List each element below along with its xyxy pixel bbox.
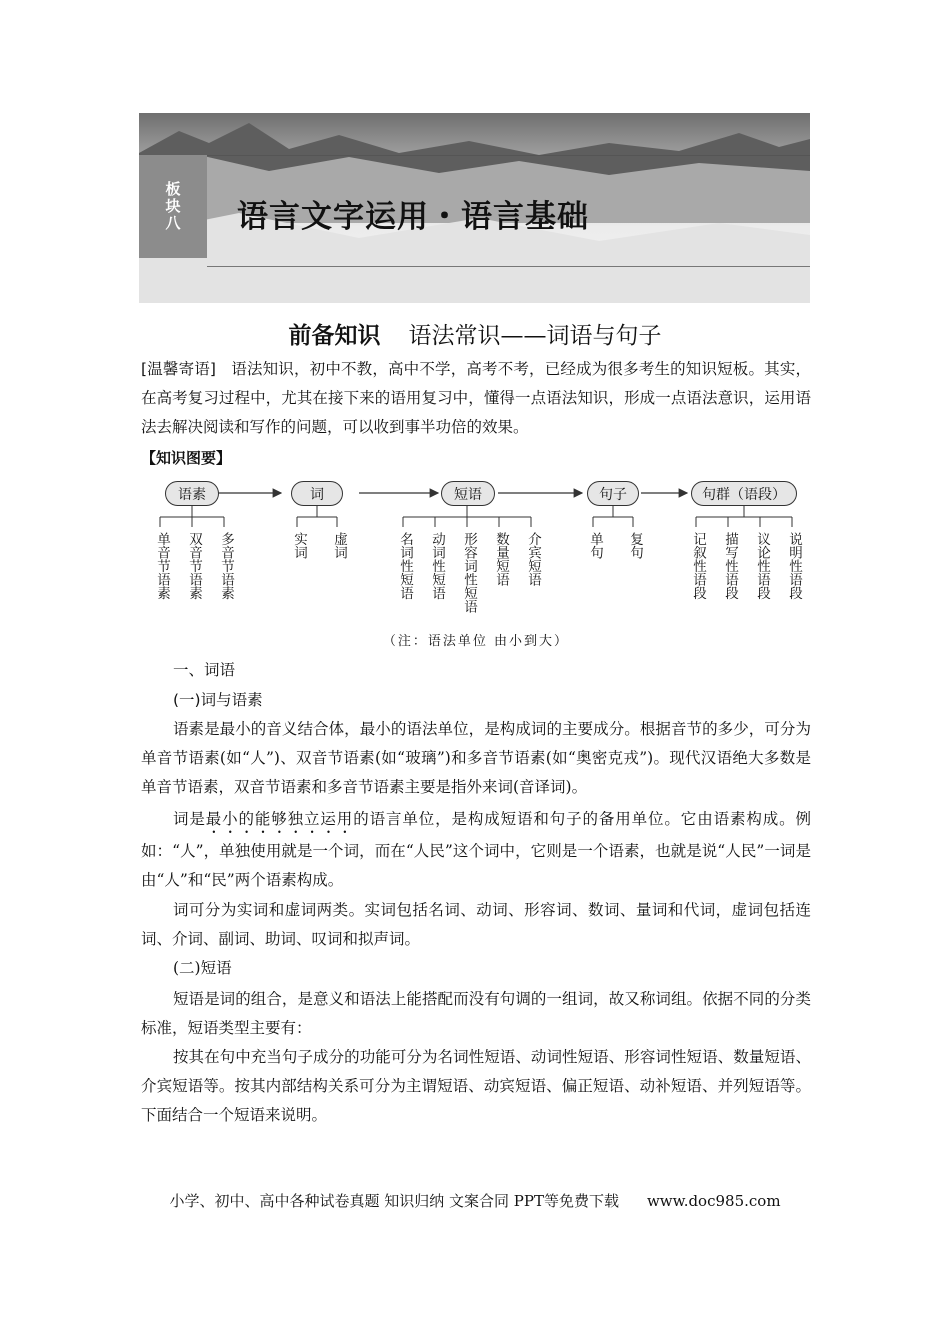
- diagram-note: （注：语法单位 由小到大）: [382, 634, 570, 649]
- leaf-label: 双音节语素: [186, 532, 202, 600]
- node-sentence: 句子: [587, 481, 639, 506]
- knowledge-diagram: [141, 470, 811, 655]
- emphasized-phrase: 最小的能够独立运用: [205, 810, 354, 828]
- intro-paragraph: [141, 355, 811, 442]
- section-title: [0, 317, 950, 350]
- footer: [0, 1190, 950, 1211]
- node-sentence-group: 句群（语段）: [691, 481, 797, 506]
- leaf-label: 多音节语素: [218, 532, 234, 600]
- paragraph-word-end: 的语言单位，是构成短语和句子的备用单位。它由语素构成。例如：“人”，单独使用就是一个词，而在“人民”这个词中，它则是一个语素，也就是说“人民”一词是由“人”和“民”两个语素构成。: [141, 810, 811, 889]
- banner-tag: 板块八: [139, 155, 207, 258]
- leaf-label: 实词: [291, 532, 307, 559]
- leaf-label: 名词性短语: [397, 532, 413, 600]
- paragraph-morpheme: 语素是最小的音义结合体，最小的语法单位，是构成词的主要成分。根据音节的多少，可分为单音节语素(如“人”)、双音节语素(如“玻璃”)和多音节语素(如“奥密克戎”)。现代汉语绝大多数是单音节语素，双音节语素和多音节语素主要是指外来词(音译词)。: [141, 720, 811, 796]
- leaf-label: 复句: [627, 532, 643, 559]
- banner: [139, 113, 810, 303]
- leaf-label: 说明性语段: [786, 532, 802, 600]
- paragraph-word-start: 词是: [173, 810, 206, 828]
- intro-label: [温馨寄语]: [141, 360, 216, 378]
- heading-words: 一、词语: [173, 661, 236, 679]
- section-main-title: 前备知识: [288, 323, 381, 349]
- heading-phrase: (二)短语: [173, 959, 232, 977]
- leaf-label: 虚词: [331, 532, 347, 559]
- intro-text: 语法知识，初中不教，高中不学，高考不考，已经成为很多考生的知识短板。其实，在高考复习过程中，尤其在接下来的语用复习中，懂得一点语法知识，形成一点语法意识，运用语法去解决阅读和写作的问题，可以收到事半功倍的效果。: [141, 360, 811, 436]
- node-phrase: 短语: [441, 481, 495, 506]
- banner-title: 语言文字运用・语言基础: [237, 199, 589, 235]
- leaf-label: 形容词性短语: [461, 532, 477, 613]
- heading-word-morpheme: (一)词与语素: [173, 691, 263, 709]
- leaf-label: 描写性语段: [722, 532, 738, 600]
- leaf-label: 单音节语素: [154, 532, 170, 600]
- footer-url[interactable]: www.doc985.com: [646, 1192, 781, 1210]
- leaf-label: 介宾短语: [525, 532, 541, 586]
- leaf-label: 单句: [587, 532, 603, 559]
- paragraph-phrase-types: 按其在句中充当句子成分的功能可分为名词性短语、动词性短语、形容词性短语、数量短语、介宾短语等。按其内部结构关系可分为主谓短语、动宾短语、偏正短语、动补短语、并列短语等。下面结合一个短语来说明。: [141, 1048, 811, 1124]
- leaf-label: 记叙性语段: [690, 532, 706, 600]
- leaf-label: 动词性短语: [429, 532, 445, 600]
- paragraph-phrase-def: 短语是词的组合，是意义和语法上能搭配而没有句调的一组词，故又称词组。依据不同的分类标准，短语类型主要有：: [141, 990, 811, 1037]
- node-word: 词: [291, 481, 343, 506]
- paragraph-word-types: 词可分为实词和虚词两类。实词包括名词、动词、形容词、数词、量词和代词，虚词包括连词、介词、副词、助词、叹词和拟声词。: [141, 901, 811, 948]
- node-morpheme: 语素: [165, 481, 219, 506]
- paragraph-word: [141, 805, 811, 895]
- diagram-heading: 【知识图要】: [141, 449, 232, 467]
- section-sub-title: 语法常识——词语与句子: [408, 323, 662, 349]
- footer-text: 小学、初中、高中各种试卷真题 知识归纳 文案合同 PPT等免费下载: [169, 1192, 619, 1210]
- leaf-label: 议论性语段: [754, 532, 770, 600]
- leaf-label: 数量短语: [493, 532, 509, 586]
